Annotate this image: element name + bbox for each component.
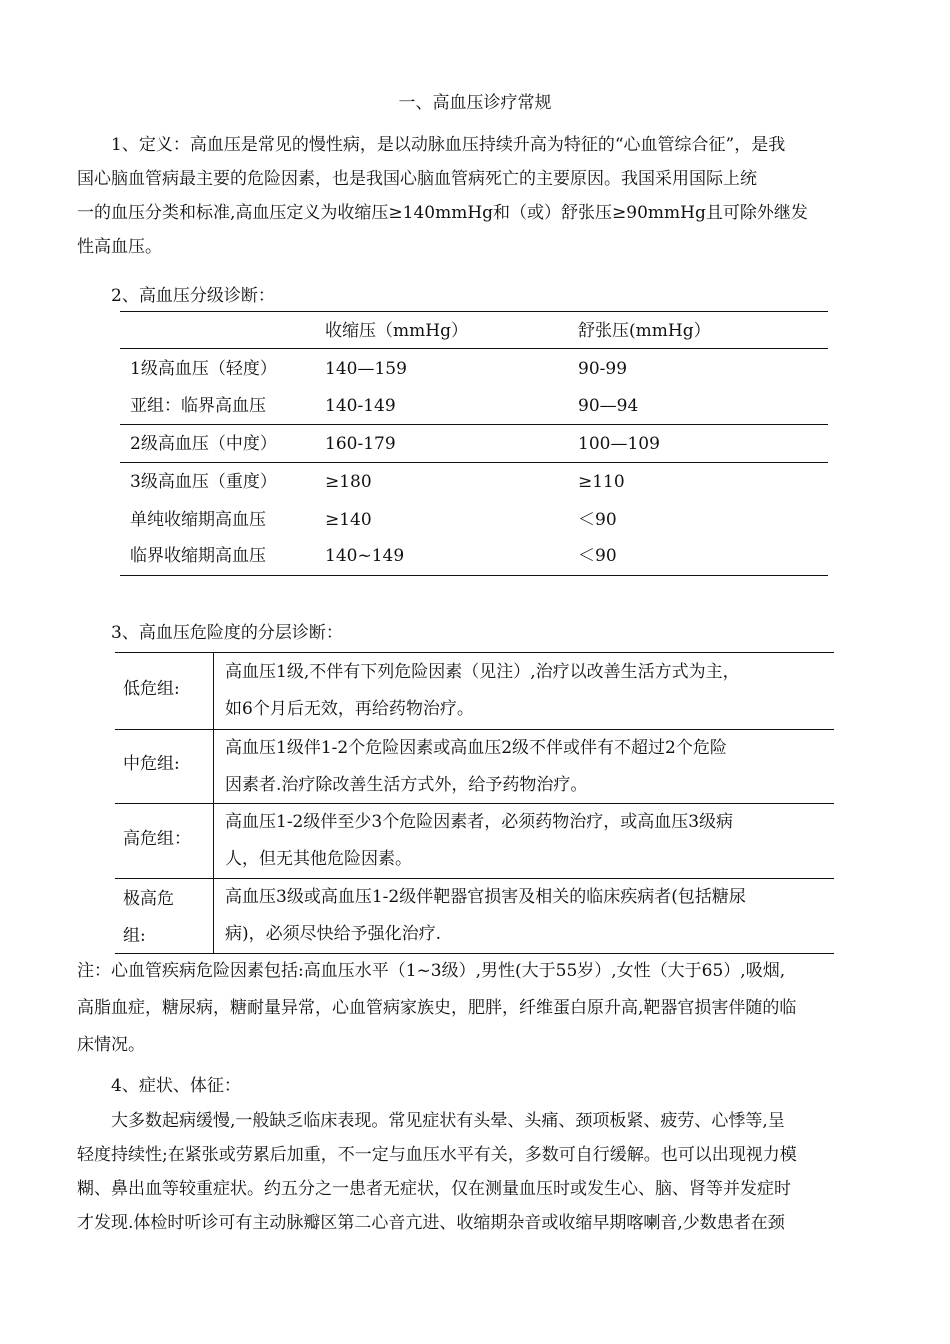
header-systolic: 收缩压（mmHg） [325, 321, 468, 341]
risk-label: 低危组: [123, 679, 180, 699]
diastolic-value: ≥110 [578, 472, 625, 492]
note-line: 注：心血管疾病危险因素包括:高血压水平（1~3级）,男性(大于55岁）,女性（大于65）,吸烟, [77, 961, 786, 981]
note-line: 高脂血症，糖尿病，糖耐量异常，心血管病家族史，肥胖，纤维蛋白原升高,靶器官损害伴随的临 [77, 998, 797, 1018]
risk-label: 中危组: [123, 754, 180, 774]
symptom-line: 大多数起病缓慢,一般缺乏临床表现。常见症状有头晕、头痛、颈项板紧、疲劳、心悸等,呈 [111, 1111, 785, 1131]
risk-line: 人，但无其他危险因素。 [225, 849, 412, 869]
grade-label: 3级高血压（重度） [130, 472, 277, 492]
definition-paragraph [111, 128, 877, 162]
symptom-paragraph [111, 1104, 877, 1138]
note-line: 床情况。 [77, 1035, 145, 1055]
systolic-value: 140-149 [325, 396, 396, 416]
systolic-value: 160-179 [325, 434, 396, 454]
grade-label: 亚组：临界高血压 [130, 396, 266, 416]
grade-table [120, 311, 828, 577]
risk-line: 如6个月后无效，再给药物治疗。 [225, 699, 474, 719]
definition-line: 一的血压分类和标准,高血压定义为收缩压≥140mmHg和（或）舒张压≥90mmHg且可除外继发 [77, 203, 808, 223]
risk-label: 极高危 组: [123, 889, 174, 946]
systolic-value: ≥180 [325, 472, 372, 492]
systolic-value: 140—159 [325, 359, 407, 379]
symptom-line: 轻度持续性;在紧张或劳累后加重，不一定与血压水平有关，多数可自行缓解。也可以出现视力模 [77, 1145, 797, 1165]
grade-label: 1级高血压（轻度） [130, 359, 277, 379]
definition-line: 国心脑血管病最主要的危险因素，也是我国心脑血管病死亡的主要原因。我国采用国际上统 [77, 169, 757, 189]
definition-line: 性高血压。 [77, 237, 162, 257]
diastolic-value: ＜90 [578, 546, 617, 566]
risk-line: 高血压1级,不伴有下列危险因素（见注）,治疗以改善生活方式为主， [225, 662, 740, 682]
definition-paragraph-cont [77, 162, 877, 264]
risk-heading: 3、高血压危险度的分层诊断： [111, 623, 343, 643]
risk-line: 病)，必须尽快给予强化治疗. [225, 924, 442, 944]
grade-label: 2级高血压（中度） [130, 434, 277, 454]
diastolic-value: 90-99 [578, 359, 628, 379]
risk-table [115, 652, 834, 954]
symptom-line: 糊、鼻出血等较重症状。约五分之一患者无症状，仅在测量血压时或发生心、脑、肾等并发症时 [77, 1179, 791, 1199]
symptom-line: 才发现.体检时听诊可有主动脉瓣区第二心音亢进、收缩期杂音或收缩早期喀喇音,少数患者在颈 [77, 1213, 785, 1233]
symptom-heading: 4、症状、体征： [111, 1076, 241, 1096]
risk-description [225, 654, 825, 728]
diastolic-value: ＜90 [578, 510, 617, 530]
table-rule [120, 462, 828, 463]
risk-factor-note [77, 953, 877, 1064]
table-rule [115, 652, 834, 653]
risk-description [225, 879, 825, 953]
table-rule [120, 424, 828, 425]
symptom-paragraph-cont [77, 1138, 877, 1240]
risk-line: 高血压1级伴1-2个危险因素或高血压2级不伴或伴有不超过2个危险 [225, 738, 727, 758]
risk-label: 高危组： [123, 829, 191, 849]
document-title: 一、高血压诊疗常规 [398, 93, 552, 113]
risk-line: 高血压1-2级伴至少3个危险因素者，必须药物治疗，或高血压3级病 [225, 812, 734, 832]
grade-heading: 2、高血压分级诊断： [111, 286, 275, 306]
table-rule [120, 311, 828, 312]
header-diastolic: 舒张压(mmHg） [578, 321, 711, 341]
systolic-value: ≥140 [325, 510, 372, 530]
risk-description [225, 804, 825, 878]
definition-line: 1、定义：高血压是常见的慢性病，是以动脉血压持续升高为特征的“心血管综合征”，是我 [111, 135, 786, 155]
diastolic-value: 90—94 [578, 396, 639, 416]
systolic-value: 140~149 [325, 546, 405, 566]
table-rule [120, 348, 828, 349]
diastolic-value: 100—109 [578, 434, 660, 454]
grade-label: 单纯收缩期高血压 [130, 510, 266, 530]
risk-description [225, 730, 825, 804]
risk-line: 高血压3级或高血压1-2级伴靶器官损害及相关的临床疾病者(包括糖尿 [225, 887, 746, 907]
grade-label: 临界收缩期高血压 [130, 546, 266, 566]
table-rule [120, 575, 828, 576]
risk-line: 因素者.治疗除改善生活方式外，给予药物治疗。 [225, 775, 588, 795]
